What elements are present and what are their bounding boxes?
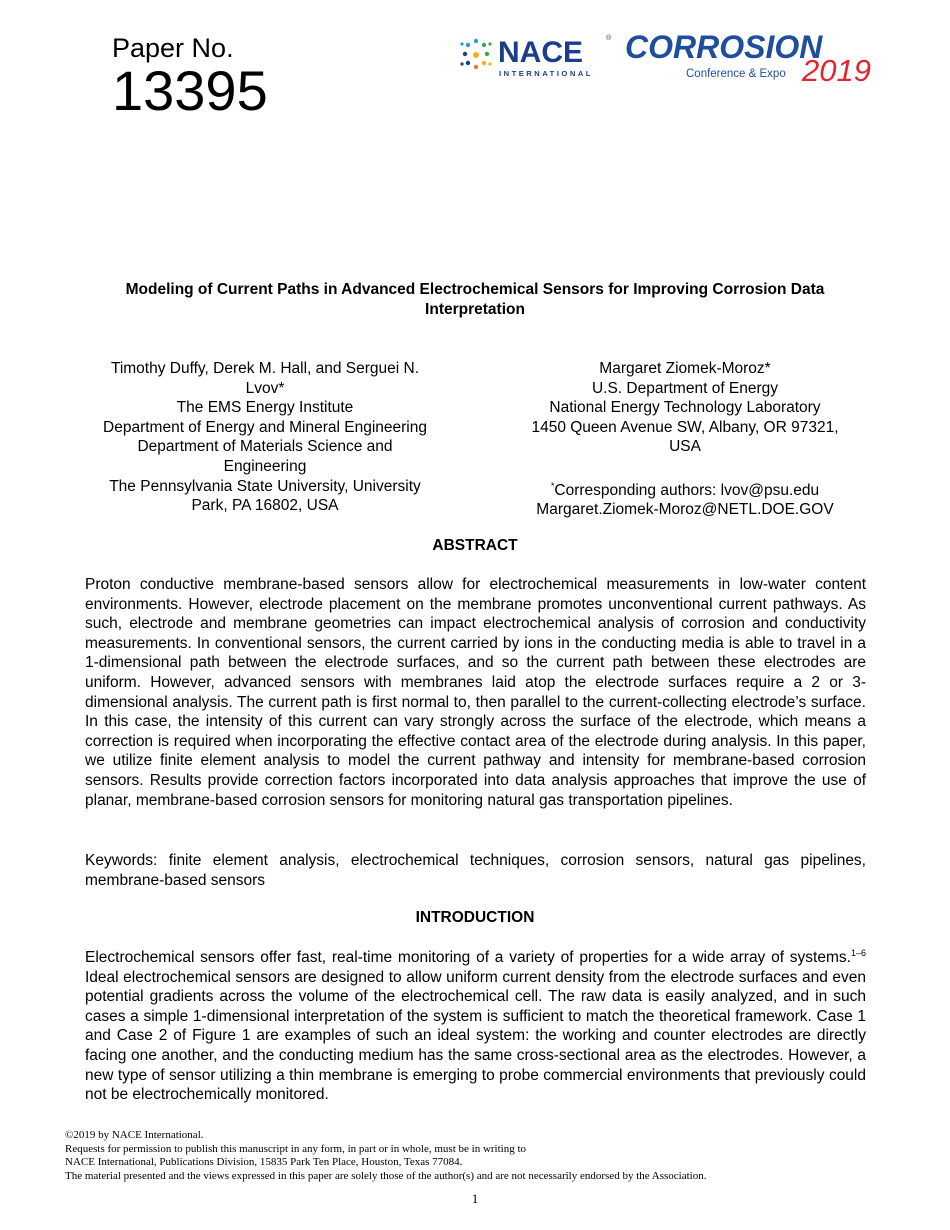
footer-line: Requests for permission to publish this manuscript in any form, in part or in whole, must be in writing to [65, 1142, 527, 1155]
corresponding-mark: * [550, 480, 555, 491]
affiliation-line: The EMS Energy Institute [176, 399, 354, 417]
affiliation-line: Department of Energy and Mineral Engineering [103, 418, 427, 436]
intro-text-cont: Ideal electrochemical sensors are designed to allow uniform current density from the electrode surfaces and even potential gradients across the volume of the electrochemical cell. The raw data is easily analyzed, and in such cases a simple 1-dimensional interpretation of the system is sufficient to match the theoretical framework. Case 1 and Case 2 of Figure 1 are examples of such an ideal system: the working and counter electrodes are directly facing one another, and the conducting medium has the same cross-sectional area as the electrodes. However, a new type of sensor utilizing a thin membrane is emerging to probe commercial environments that previously could not be electrochemically monitored. [85, 968, 866, 1104]
author-name: Margaret Ziomek-Moroz* [599, 360, 771, 377]
affiliation-line: Engineering [223, 457, 307, 475]
affiliation-line: The Pennsylvania State University, University [109, 477, 421, 495]
footer-line: ©2019 by NACE International. [65, 1129, 204, 1141]
nace-logo-text: NACE [498, 36, 584, 69]
corrosion-logo-year: 2019 [802, 53, 871, 86]
nace-logo [456, 31, 616, 79]
corrosion-logo-sub: Conference & Expo [686, 68, 786, 80]
nace-registered-mark: ® [606, 35, 612, 42]
paper-title-line: Modeling of Current Paths in Advanced Electrochemical Sensors for Improving Corrosion Data [125, 281, 825, 298]
footer-line: The material presented and the views expressed in this paper are solely those of the author(s) and are not necessarily endorsed by the Association. [65, 1169, 707, 1182]
introduction-heading: INTRODUCTION [415, 909, 535, 926]
citation-ref[interactable]: 1–6 [850, 947, 866, 958]
corrosion-logo [625, 30, 885, 86]
abstract-paragraph: Proton conductive membrane-based sensors allow for electrochemical measurements in low-water content environments. However, electrode placement on the membrane promotes unconventional current pathways. As such, electrode and membrane geometries can impact electrochemical analysis of corrosion and conductivity measurements. In conventional sensors, the current carried by ions in the conducting media is able to travel in a 1-dimensional path between the electrode surfaces, and so the current path between these electrodes are uniform. However, advanced sensors with membranes laid atop the electrode surfaces require a 2 or 3-dimensional analysis. The current path is first normal to, then parallel to the current-collecting electrode’s surface. In this case, the intensity of this current can vary strongly across the surface of the electrode, which means a correction is required when incorporating the effective contact area of the electrode during analysis. In this paper, we utilize finite element analysis to model the current pathway and intensity for membrane-based corrosion sensors. Results provide correction factors incorporated into data analysis approaches that improve the use of planar, membrane-based corrosion sensors for monitoring natural gas transportation pipelines. [85, 576, 866, 809]
authors-left-column [85, 359, 445, 516]
corresponding-authors-text[interactable]: Corresponding authors: lvov@psu.edu [554, 481, 820, 499]
nace-logo-sub: INTERNATIONAL [499, 69, 593, 78]
paper-title-line: Interpretation [425, 301, 525, 318]
paper-label: Paper No. [112, 33, 234, 63]
intro-text: Electrochemical sensors offer fast, real-time monitoring of a variety of properties for a wide array of systems. [85, 949, 851, 966]
nace-globe-icon [460, 39, 491, 69]
affiliation-line: U.S. Department of Energy [591, 379, 779, 397]
footer-line: NACE International, Publications Division, 15835 Park Ten Place, Houston, Texas 77084. [65, 1156, 463, 1168]
corresponding-authors [505, 477, 865, 501]
affiliation-line: 1450 Queen Avenue SW, Albany, OR 97321, [531, 418, 839, 436]
paper-number: 13395 [112, 59, 268, 122]
corrosion-logo-text: CORROSION [625, 30, 823, 65]
spacer [505, 457, 865, 477]
authors-right-column [505, 359, 865, 520]
affiliation-line: USA [669, 438, 701, 456]
corresponding-email[interactable]: Margaret.Ziomek-Moroz@NETL.DOE.GOV [536, 501, 834, 519]
affiliation-line: Park, PA 16802, USA [191, 497, 339, 515]
affiliation-line: National Energy Technology Laboratory [549, 399, 821, 417]
author-names: Timothy Duffy, Derek M. Hall, and Serguei N. [110, 360, 420, 377]
abstract-heading: ABSTRACT [432, 537, 518, 554]
keywords-paragraph: Keywords: finite element analysis, electrochemical techniques, corrosion sensors, natural gas pipelines, membrane-based sensors [85, 852, 866, 889]
copyright-footer [65, 1129, 706, 1183]
page-number: 1 [471, 1191, 479, 1206]
affiliation-line: Department of Materials Science and [137, 438, 393, 456]
paper-title [85, 280, 865, 320]
introduction-paragraph [85, 948, 866, 1105]
author-names-cont: Lvov* [245, 379, 285, 397]
